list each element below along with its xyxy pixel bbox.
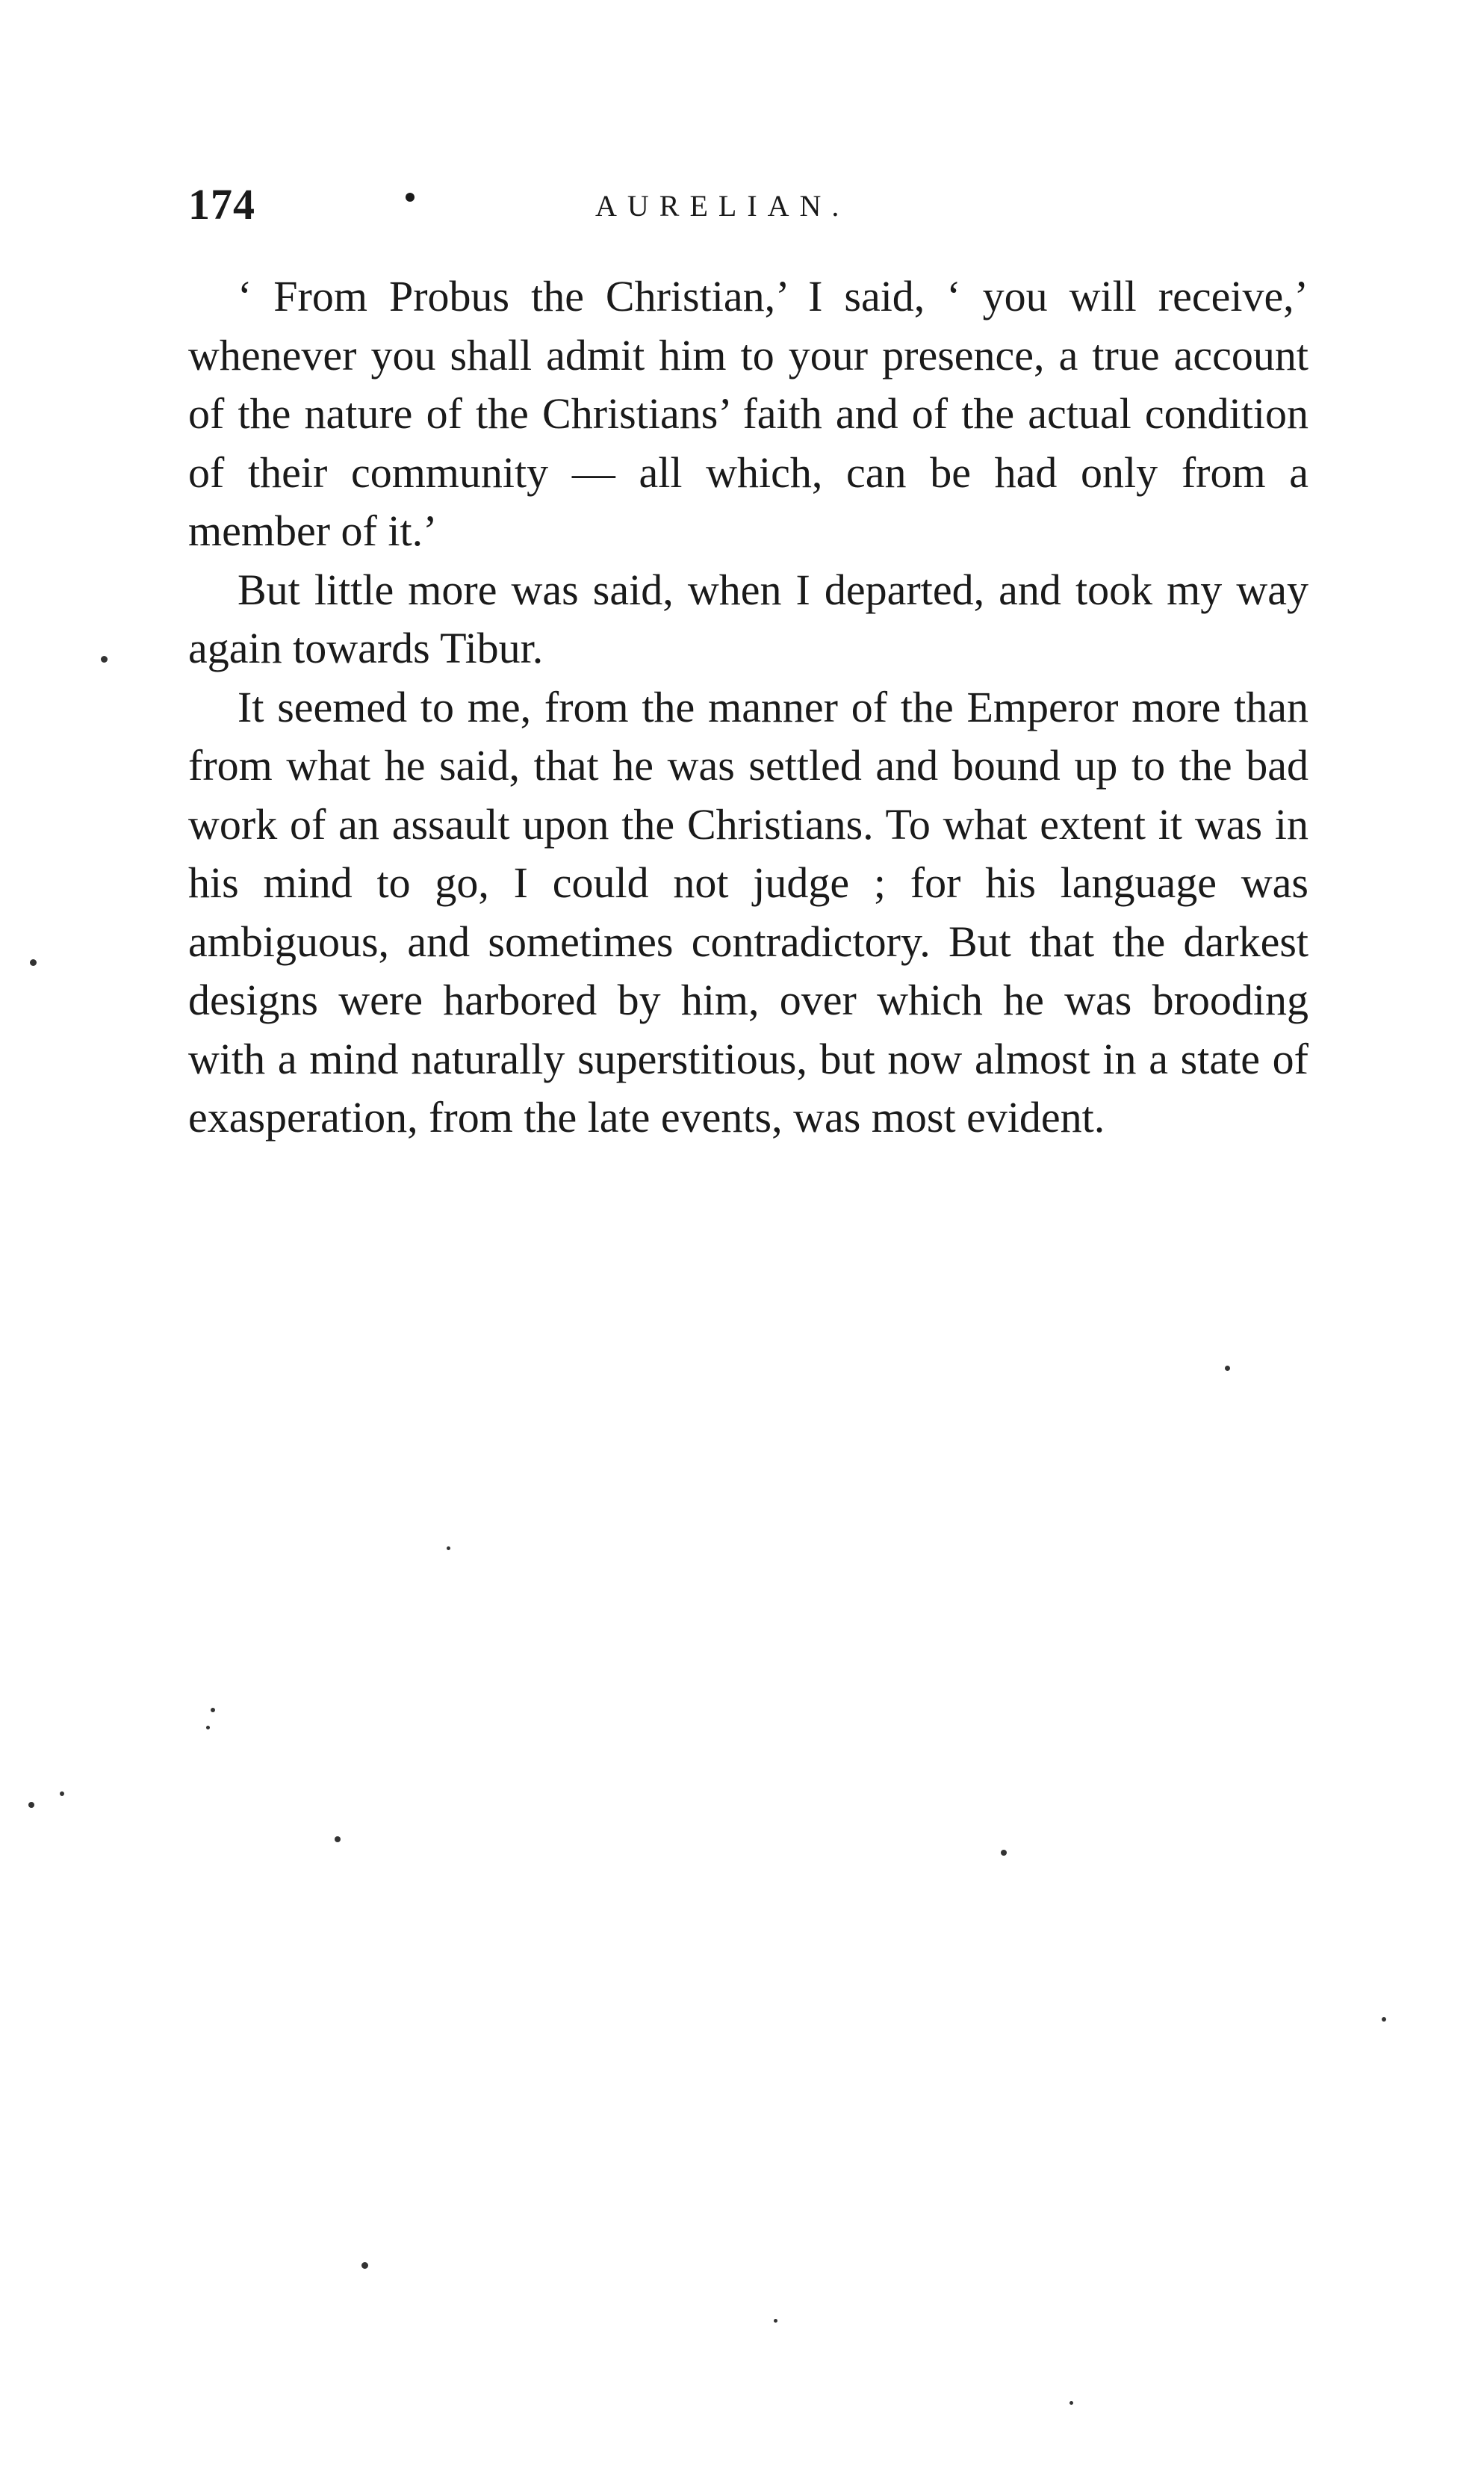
page-header [188, 179, 1308, 239]
paragraph-emperor: It seemed to me, from the manner of the Emperor more than from what he said, that he was settled and bound up to the bad work of an assault upon the Christians. To what extent it was in his mind to go, I could not judge ; for his language was ambiguous, and sometimes contradictory. But that the darkest designs were harbored by him, over which he was brooding with a mind naturally superstitious, but now almost in a state of exasperation, from the late events, was most evident. [188, 682, 1308, 1142]
scan-speck [211, 1708, 215, 1712]
scan-speck [774, 2319, 777, 2323]
printer-mark [406, 193, 415, 202]
paragraph-departure: But little more was said, when I departed, and took my way again towards Tibur. [188, 565, 1308, 672]
scan-speck [1382, 2017, 1386, 2022]
scan-speck [335, 1836, 341, 1842]
page-number: 174 [188, 180, 255, 229]
scan-speck [1001, 1850, 1007, 1856]
scan-speck [1225, 1366, 1230, 1371]
scan-speck [206, 1726, 210, 1729]
scan-speck [101, 656, 108, 663]
scan-speck [28, 1802, 34, 1808]
scan-speck [30, 959, 37, 966]
scan-speck [361, 2262, 368, 2269]
scan-speck [1069, 2401, 1073, 2405]
scan-speck [447, 1546, 450, 1550]
running-title: AURELIAN. [595, 189, 850, 223]
paragraph-probus: ‘ From Probus the Christian,’ I said, ‘ you will receive,’ whenever you shall admit him to your presence, a true account of the nature of the Christians’ faith and of the actual condition of their community — all which, can be had only from a member of it.’ [188, 272, 1308, 555]
scan-speck [60, 1791, 64, 1796]
page-body [188, 267, 1308, 1147]
